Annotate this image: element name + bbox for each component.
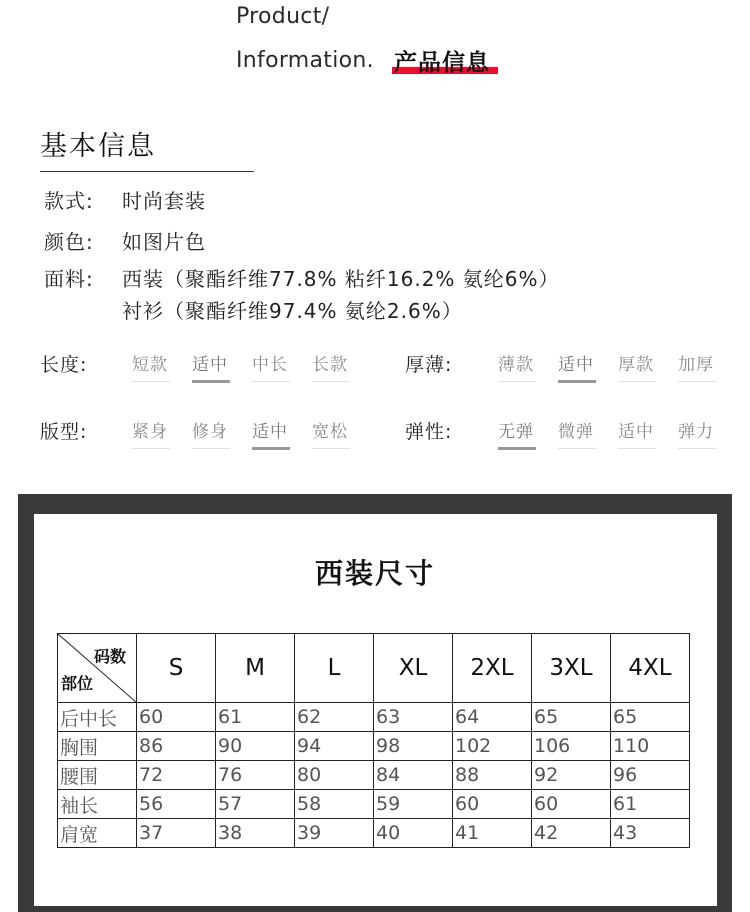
attr-length-option: 短款 [132, 350, 192, 382]
size-header: 3XL [532, 634, 611, 703]
table-row [58, 819, 690, 848]
table-cell: 110 [611, 732, 690, 761]
attr-fit-option: 紧身 [132, 417, 192, 449]
attr-fit-options [132, 417, 372, 449]
size-header: S [137, 634, 216, 703]
table-cell: 43 [611, 819, 690, 848]
attr-fit-label: 版型: [40, 421, 88, 443]
table-cell: 62 [295, 703, 374, 732]
table-cell: 61 [216, 703, 295, 732]
table-cell: 64 [453, 703, 532, 732]
attr-elasticity-options [498, 417, 738, 449]
table-cell: 57 [216, 790, 295, 819]
table-cell: 41 [453, 819, 532, 848]
attr-length-options [132, 350, 372, 382]
size-header: M [216, 634, 295, 703]
row-label: 腰围 [58, 761, 137, 790]
table-cell: 65 [611, 703, 690, 732]
attr-thickness-option: 适中 [558, 350, 618, 382]
info-color-label: 颜色: [44, 230, 94, 254]
table-row [58, 790, 690, 819]
row-label: 胸围 [58, 732, 137, 761]
row-label: 袖长 [58, 790, 137, 819]
size-table-corner [58, 634, 137, 703]
table-cell: 106 [532, 732, 611, 761]
attr-thickness-option: 加厚 [678, 350, 738, 382]
table-cell: 76 [216, 761, 295, 790]
header-cn-title: 产品信息 [394, 44, 490, 77]
table-cell: 98 [374, 732, 453, 761]
attr-thickness-options [498, 350, 738, 382]
table-cell: 72 [137, 761, 216, 790]
attr-elasticity-option: 弹力 [678, 417, 738, 449]
table-cell: 94 [295, 732, 374, 761]
corner-part-label: 部位 [61, 674, 94, 693]
section-title: 基本信息 [40, 131, 156, 162]
attr-fit-option: 适中 [252, 417, 312, 449]
size-header: XL [374, 634, 453, 703]
section-divider [40, 171, 254, 172]
attr-elasticity-option: 适中 [618, 417, 678, 449]
row-label: 后中长 [58, 703, 137, 732]
table-cell: 60 [137, 703, 216, 732]
size-header: 4XL [611, 634, 690, 703]
table-cell: 59 [374, 790, 453, 819]
table-cell: 96 [611, 761, 690, 790]
table-cell: 88 [453, 761, 532, 790]
size-chart-title: 西装尺寸 [314, 557, 435, 590]
corner-size-label: 码数 [93, 647, 126, 666]
attr-elasticity-option: 微弹 [558, 417, 618, 449]
info-color-value: 如图片色 [122, 230, 206, 254]
info-fabric-row [44, 263, 560, 292]
row-label: 肩宽 [58, 819, 137, 848]
attr-thickness-option: 薄款 [498, 350, 558, 382]
table-cell: 90 [216, 732, 295, 761]
attr-elasticity-option: 无弹 [498, 417, 558, 449]
header-en-line1: Product/ [236, 4, 330, 29]
table-cell: 84 [374, 761, 453, 790]
table-cell: 80 [295, 761, 374, 790]
attr-fit-option: 修身 [192, 417, 252, 449]
table-cell: 56 [137, 790, 216, 819]
table-cell: 40 [374, 819, 453, 848]
info-fabric-suit: 西装（聚酯纤维77.8% 粘纤16.2% 氨纶6%） [122, 267, 560, 291]
size-header: L [295, 634, 374, 703]
table-cell: 60 [532, 790, 611, 819]
table-cell: 39 [295, 819, 374, 848]
attr-thickness-option: 厚款 [618, 350, 678, 382]
attr-thickness-label: 厚薄: [405, 354, 453, 376]
info-color-row [44, 226, 206, 255]
info-fabric-label: 面料: [44, 267, 94, 291]
attr-length-option: 长款 [312, 350, 372, 382]
table-cell: 38 [216, 819, 295, 848]
table-cell: 61 [611, 790, 690, 819]
table-cell: 65 [532, 703, 611, 732]
info-style-label: 款式: [44, 189, 94, 213]
table-row [58, 703, 690, 732]
attr-length-option: 中长 [252, 350, 312, 382]
attr-fit-option: 宽松 [312, 417, 372, 449]
size-header: 2XL [453, 634, 532, 703]
table-row [58, 732, 690, 761]
table-cell: 63 [374, 703, 453, 732]
table-row [58, 761, 690, 790]
info-style-value: 时尚套装 [122, 189, 206, 213]
table-cell: 58 [295, 790, 374, 819]
table-cell: 42 [532, 819, 611, 848]
attr-length-option: 适中 [192, 350, 252, 382]
attr-elasticity-label: 弹性: [405, 421, 453, 443]
attr-length-label: 长度: [40, 354, 88, 376]
size-table [57, 633, 690, 848]
table-cell: 86 [137, 732, 216, 761]
size-table-header-row [58, 634, 690, 703]
info-fabric-shirt: 衬衫（聚酯纤维97.4% 氨纶2.6%） [122, 299, 463, 323]
info-style-row [44, 185, 206, 214]
table-cell: 37 [137, 819, 216, 848]
table-cell: 102 [453, 732, 532, 761]
table-cell: 60 [453, 790, 532, 819]
header-en-line2: Information. [236, 48, 374, 73]
table-cell: 92 [532, 761, 611, 790]
